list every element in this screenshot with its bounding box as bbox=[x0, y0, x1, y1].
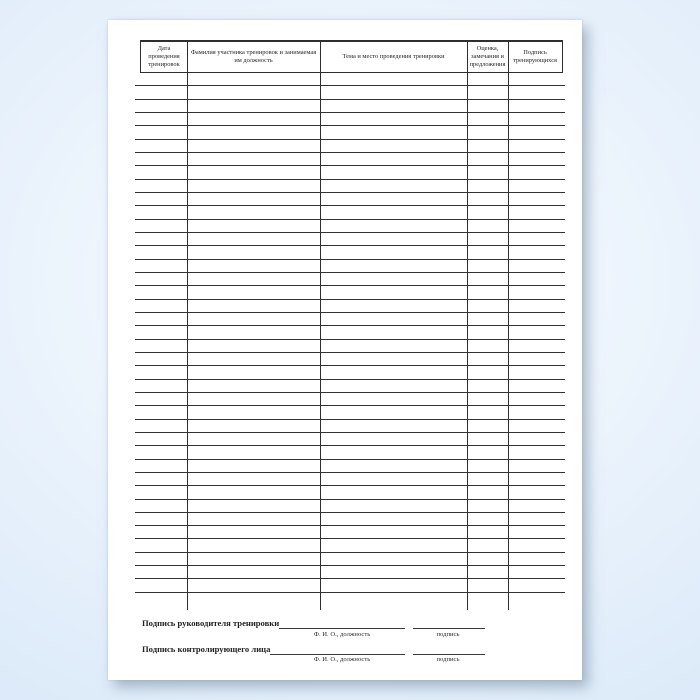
table-empty-row bbox=[135, 500, 565, 513]
signature-underline-name bbox=[279, 617, 405, 629]
table-empty-row bbox=[135, 233, 565, 246]
signature-line-trainer-label: Подпись руководителя тренировки bbox=[142, 618, 280, 628]
column-divider bbox=[187, 40, 188, 610]
table-empty-row bbox=[135, 406, 565, 419]
table-empty-row bbox=[135, 460, 565, 473]
signature-hints-controller bbox=[108, 656, 582, 665]
signature-hints-trainer bbox=[108, 631, 582, 640]
signature-line-trainer bbox=[142, 617, 485, 629]
table-empty-row bbox=[135, 206, 565, 219]
name-position-hint: Ф. И. О., должность bbox=[313, 631, 371, 638]
signature-line-controller-label: Подпись контролирующего лица bbox=[142, 644, 271, 654]
document-page bbox=[108, 20, 582, 680]
table-empty-row bbox=[135, 113, 565, 126]
table-empty-row bbox=[135, 300, 565, 313]
table-empty-row bbox=[135, 366, 565, 379]
table-empty-row bbox=[135, 420, 565, 433]
table-empty-row bbox=[135, 180, 565, 193]
table-empty-row bbox=[135, 326, 565, 339]
table-empty-row bbox=[135, 193, 565, 206]
header-cell-assessment: Оценка, замечания и предложения bbox=[469, 44, 506, 69]
table-empty-row bbox=[135, 393, 565, 406]
table-empty-row bbox=[135, 340, 565, 353]
table-empty-row bbox=[135, 539, 565, 552]
signature-underline-sign bbox=[413, 617, 485, 629]
table-empty-row bbox=[135, 513, 565, 526]
table-empty-row bbox=[135, 273, 565, 286]
signature-hint: подпись bbox=[436, 631, 460, 638]
table-empty-row bbox=[135, 100, 565, 113]
table-empty-row bbox=[135, 446, 565, 459]
table-empty-row bbox=[135, 433, 565, 446]
table-empty-row bbox=[135, 260, 565, 273]
header-cell-trainee-signature: Подпись тренирующихся bbox=[513, 48, 557, 64]
table-empty-row bbox=[135, 220, 565, 233]
name-position-hint: Ф. И. О., должность bbox=[313, 656, 371, 663]
table-empty-row bbox=[135, 246, 565, 259]
signature-underline-sign bbox=[413, 643, 485, 655]
table-empty-row bbox=[135, 126, 565, 139]
table-empty-row bbox=[135, 473, 565, 486]
table-empty-row bbox=[135, 526, 565, 539]
table-empty-row bbox=[135, 166, 565, 179]
table-empty-row bbox=[135, 73, 565, 86]
table-empty-row bbox=[135, 380, 565, 393]
header-cell-topic-place: Тема и место проведения тренировки bbox=[342, 52, 445, 60]
table-empty-row bbox=[135, 86, 565, 99]
header-cell-training-date: Дата проведения тренировок bbox=[148, 44, 180, 69]
column-divider bbox=[508, 40, 509, 610]
table-body bbox=[135, 73, 565, 593]
column-divider bbox=[320, 40, 321, 610]
table-empty-row bbox=[135, 286, 565, 299]
table-empty-row bbox=[135, 313, 565, 326]
column-divider bbox=[467, 40, 468, 610]
header-cell-participant-name: Фамилия участника тренировок и занимаемая им должность bbox=[190, 48, 317, 64]
table-empty-row bbox=[135, 140, 565, 153]
signature-hint: подпись bbox=[436, 656, 460, 663]
table-empty-row bbox=[135, 353, 565, 366]
signature-underline-name bbox=[270, 643, 405, 655]
table-empty-row bbox=[135, 579, 565, 592]
signature-line-controller bbox=[142, 643, 485, 655]
table-empty-row bbox=[135, 553, 565, 566]
table-header-row bbox=[140, 40, 563, 73]
table-empty-row bbox=[135, 566, 565, 579]
table-empty-row bbox=[135, 153, 565, 166]
table-empty-row bbox=[135, 486, 565, 499]
